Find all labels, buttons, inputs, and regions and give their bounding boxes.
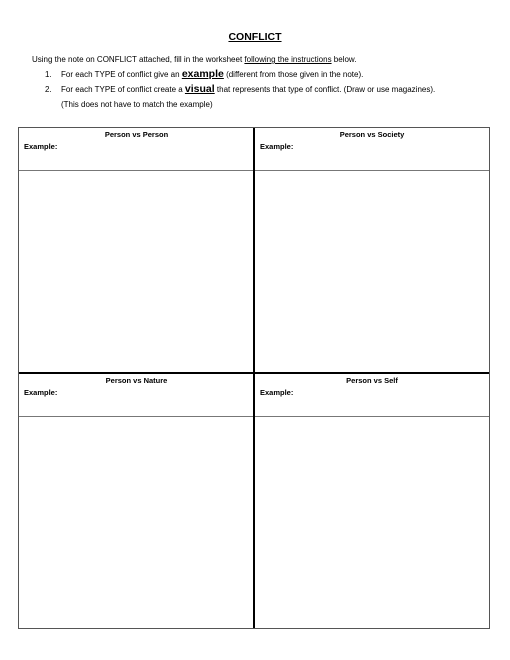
example-label: Example: <box>24 388 58 397</box>
cell-title: Person vs Person <box>104 130 169 139</box>
intro-pre: Using the note on CONFLICT attached, fill in the worksheet <box>32 55 245 64</box>
instruction-pre: For each TYPE of conflict give an <box>61 70 182 79</box>
cell-person-vs-self[interactable] <box>255 374 489 628</box>
vertical-divider <box>253 128 255 628</box>
example-label: Example: <box>24 142 58 151</box>
cell-title: Person vs Self <box>346 376 398 385</box>
instruction-item <box>45 67 435 82</box>
instruction-continuation: (This does not have to match the example) <box>61 100 213 109</box>
instruction-emphasis: visual <box>184 83 215 95</box>
example-divider <box>19 416 254 417</box>
cell-person-vs-person[interactable] <box>19 128 254 373</box>
instruction-number: 1. <box>45 70 52 79</box>
example-divider <box>255 416 489 417</box>
horizontal-divider <box>19 372 489 374</box>
instruction-list <box>45 67 435 112</box>
intro-post: below. <box>331 55 357 64</box>
example-label: Example: <box>260 142 294 151</box>
example-divider <box>255 170 489 171</box>
cell-person-vs-nature[interactable] <box>19 374 254 628</box>
worksheet-grid <box>18 127 490 629</box>
instruction-item <box>45 82 435 97</box>
intro-underlined: following the instructions <box>244 55 332 64</box>
cell-person-vs-society[interactable] <box>255 128 489 373</box>
intro-text <box>32 55 356 64</box>
cell-title: Person vs Nature <box>105 376 168 385</box>
example-label: Example: <box>260 388 294 397</box>
instruction-post: (different from those given in the note). <box>223 70 364 79</box>
instruction-post: that represents that type of conflict. (Draw or use magazines). <box>214 85 436 94</box>
instruction-number: 2. <box>45 85 52 94</box>
instruction-emphasis: example <box>181 68 224 80</box>
page-title: CONFLICT <box>228 31 282 43</box>
cell-title: Person vs Society <box>339 130 405 139</box>
instruction-pre: For each TYPE of conflict create a <box>61 85 185 94</box>
example-divider <box>19 170 254 171</box>
